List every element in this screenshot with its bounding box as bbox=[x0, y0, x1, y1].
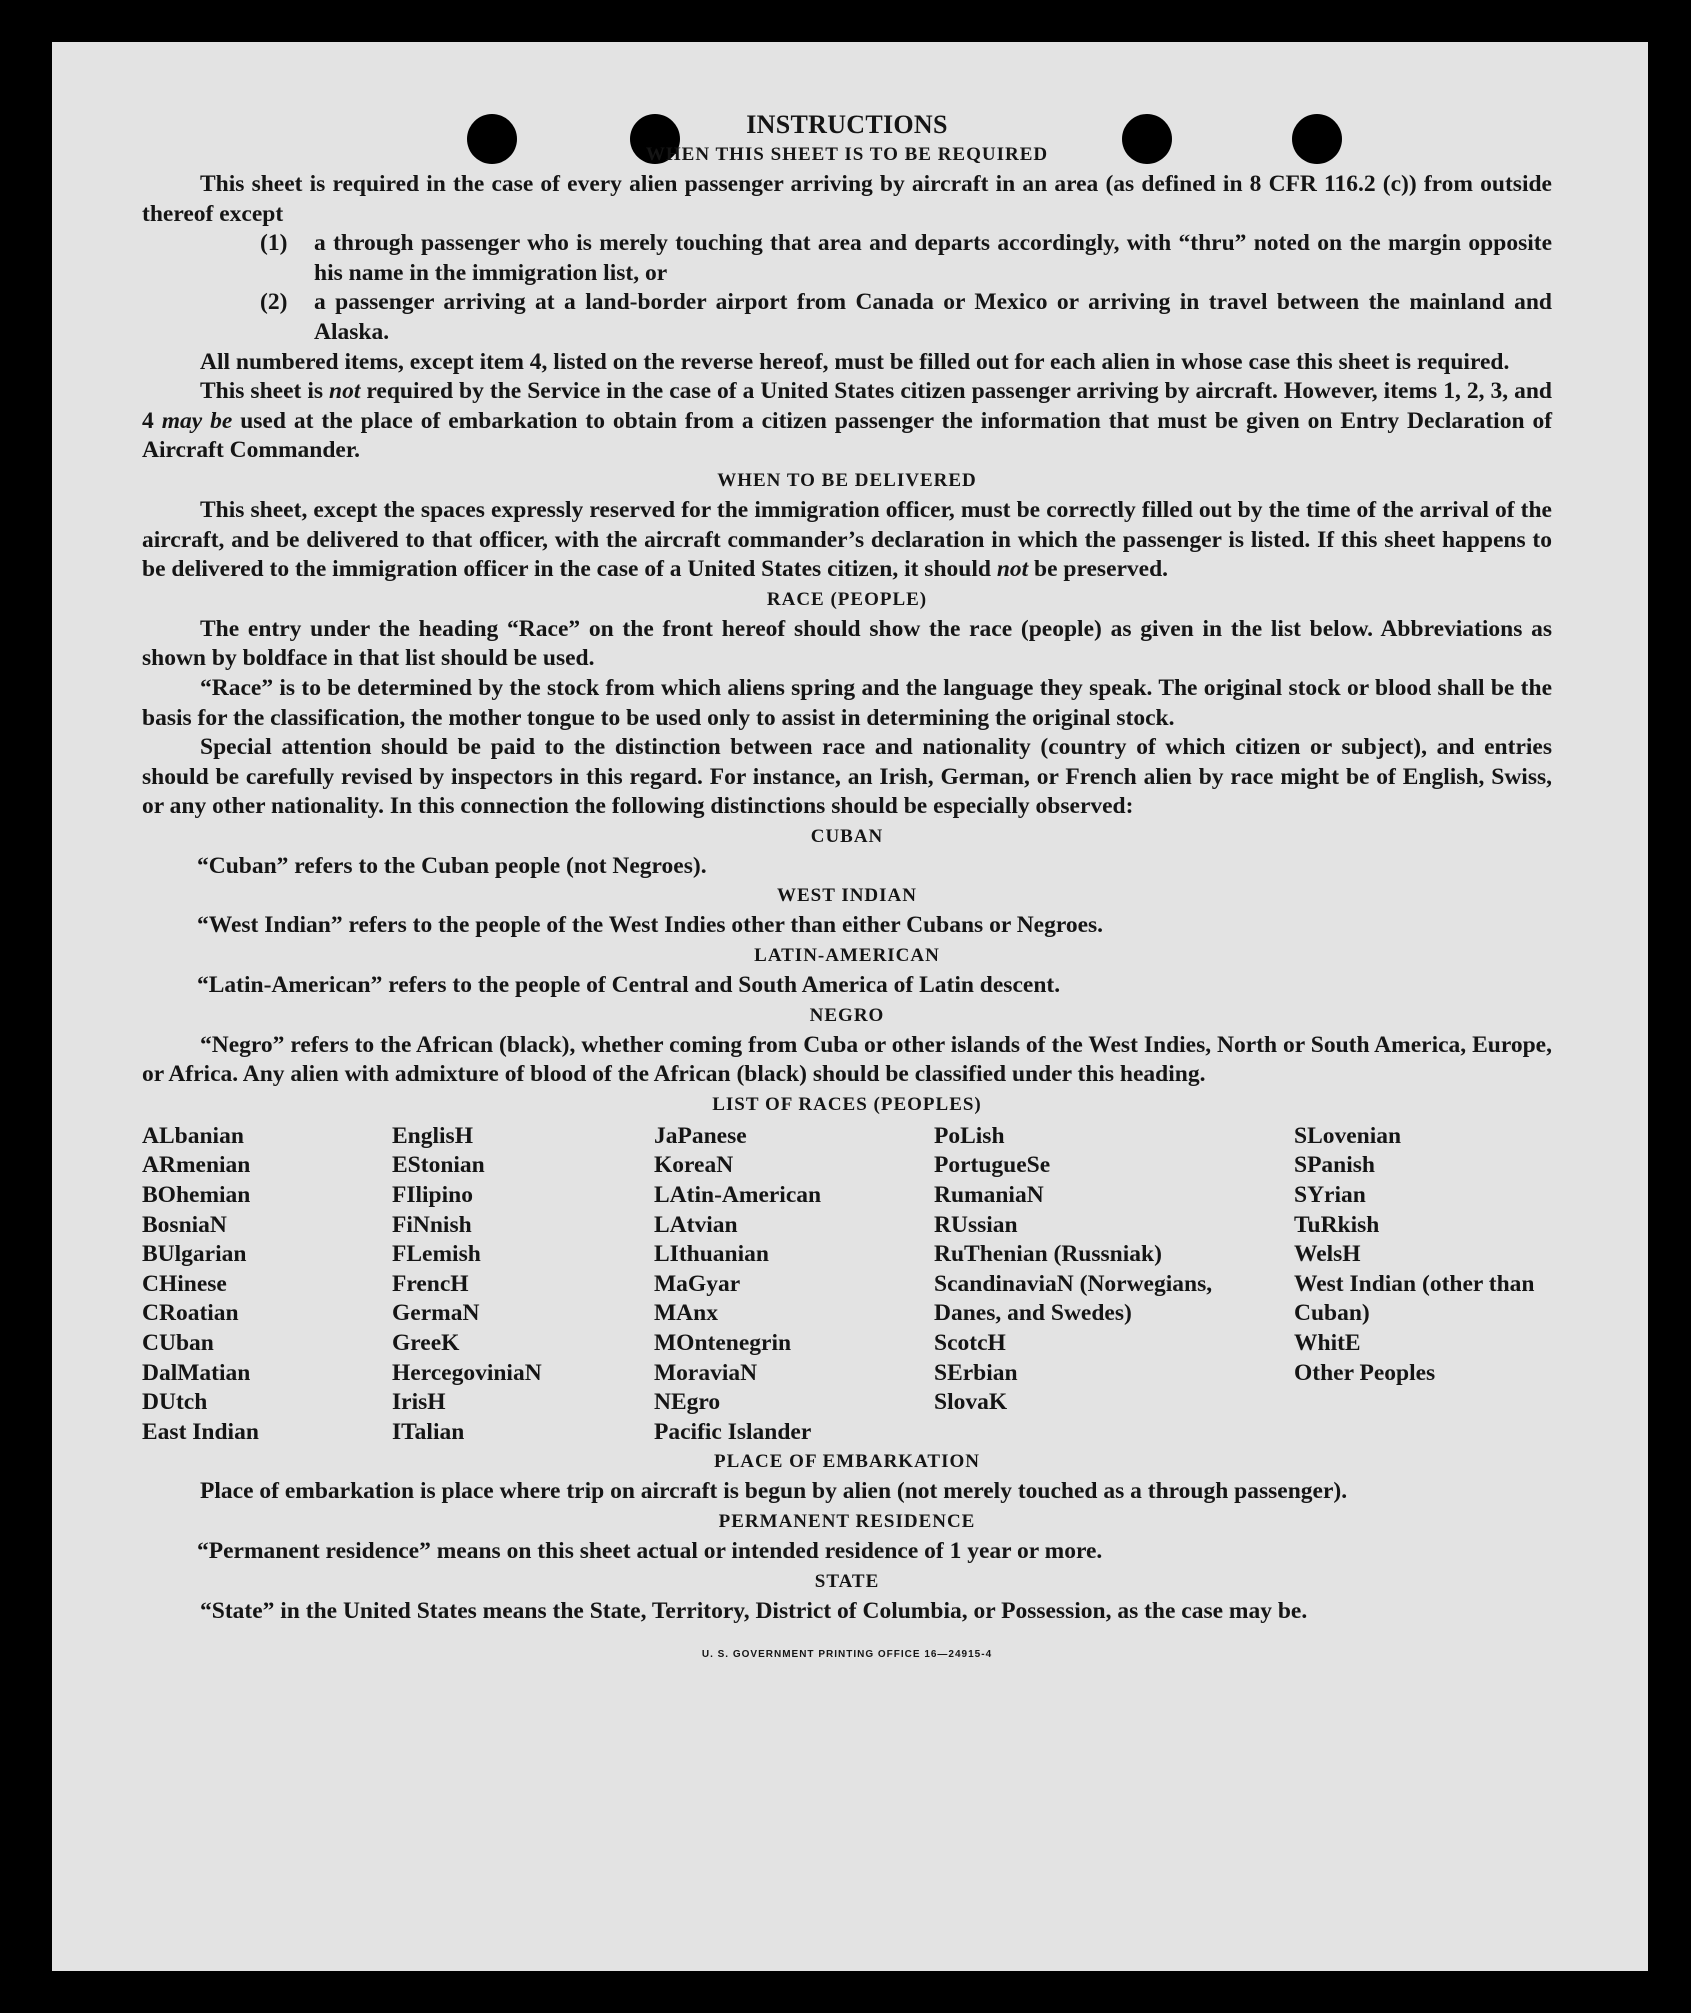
race-item: ALbanian bbox=[142, 1122, 244, 1149]
section-heading: CUBAN bbox=[810, 825, 884, 847]
section-heading: LATIN-AMERICAN bbox=[754, 945, 940, 967]
race-item: ITalian bbox=[392, 1418, 465, 1445]
race-item: GreeK bbox=[392, 1330, 460, 1356]
race-item: SYrian bbox=[1294, 1182, 1366, 1209]
race-item: SLovenian bbox=[1294, 1122, 1402, 1149]
race-item: HercegoviniaN bbox=[392, 1359, 542, 1386]
item-number: (2) bbox=[260, 289, 288, 316]
race-item: MoraviaN bbox=[654, 1359, 758, 1386]
race-item: RumaniaN bbox=[934, 1182, 1044, 1209]
race-item: ScotcH bbox=[934, 1330, 1006, 1356]
race-column bbox=[392, 1122, 654, 1448]
race-column bbox=[934, 1122, 1294, 1448]
race-item: IrisH bbox=[392, 1389, 446, 1416]
paragraph: “State” in the United States means the State, Territory, District of Columbia, or Possession, as the case may be. bbox=[200, 1597, 1308, 1624]
race-item: CUban bbox=[142, 1330, 214, 1356]
race-list bbox=[142, 1122, 1552, 1448]
race-item: Pacific Islander bbox=[654, 1418, 812, 1445]
race-item: TuRkish bbox=[1294, 1211, 1380, 1238]
paragraph: “West Indian” refers to the people of the West Indies other than either Cubans or Negroes. bbox=[197, 912, 1104, 939]
race-item: PortugueSe bbox=[934, 1152, 1051, 1179]
page-title: INSTRUCTIONS bbox=[746, 110, 948, 139]
race-item: BOhemian bbox=[142, 1182, 251, 1209]
race-column bbox=[654, 1122, 934, 1448]
race-item: EStonian bbox=[392, 1152, 485, 1179]
race-item: FIlipino bbox=[392, 1182, 473, 1209]
paragraph: “Permanent residence” means on this sheet actual or intended residence of 1 year or more. bbox=[197, 1537, 1103, 1564]
race-item: DUtch bbox=[142, 1389, 208, 1416]
section-heading: STATE bbox=[814, 1570, 880, 1592]
paragraph: “Latin-American” refers to the people of Central and South America of Latin descent. bbox=[197, 972, 1061, 999]
numbered-item bbox=[260, 288, 1552, 347]
numbered-item bbox=[260, 229, 1552, 288]
race-item: ARmenian bbox=[142, 1152, 251, 1179]
race-item: FrencH bbox=[392, 1270, 469, 1297]
race-item: WelsH bbox=[1294, 1241, 1361, 1268]
paragraph: The entry under the heading “Race” on the front hereof should show the race (people) as given in the list below. Abbreviations as shown by boldface in that list should be used. bbox=[142, 615, 1552, 672]
paragraph: “Cuban” refers to the Cuban people (not Negroes). bbox=[197, 852, 707, 879]
race-item: KoreaN bbox=[654, 1152, 734, 1179]
race-item: BosniaN bbox=[142, 1211, 227, 1238]
paragraph: This sheet, except the spaces expressly reserved for the immigration officer, must be correctly filled out by the time of the arrival of the aircraft, and be delivered to that officer, with the aircraft commander’s declaration in which the passenger is listed. If this sheet happens to be delivered to the immigration officer in the case of a United States citizen, it should not be preserved. bbox=[142, 496, 1552, 583]
section-heading: WHEN THIS SHEET IS TO BE REQUIRED bbox=[645, 144, 1049, 165]
race-item: SErbian bbox=[934, 1359, 1018, 1386]
section-heading: RACE (PEOPLE) bbox=[766, 588, 928, 610]
paragraph: “Negro” refers to the African (black), whether coming from Cuba or other islands of the West Indies, North or South America, Europe, or Africa. Any alien with admixture of blood of the African (black) should be classified under this heading. bbox=[142, 1031, 1552, 1088]
race-item: FLemish bbox=[392, 1241, 481, 1268]
paragraph: Special attention should be paid to the distinction between race and nationality (country of which citizen or subject), and entries should be carefully revised by inspectors in this regard. For instance, an Irish, German, or French alien by race might be of English, Swiss, or any other nationality. In this connection the following distinctions should be especially observed: bbox=[142, 734, 1552, 820]
race-item: Other Peoples bbox=[1294, 1359, 1436, 1386]
paragraph: Place of embarkation is place where trip on aircraft is begun by alien (not merely touched as a through passenger). bbox=[200, 1478, 1348, 1505]
race-item: SlovaK bbox=[934, 1389, 1008, 1416]
race-item: PoLish bbox=[934, 1122, 1005, 1149]
race-item: MOntenegrin bbox=[654, 1330, 792, 1356]
race-item: RUssian bbox=[934, 1211, 1018, 1238]
race-item: ScandinaviaN (Norwegians, Danes, and Swedes) bbox=[934, 1270, 1213, 1327]
section-heading: LIST OF RACES (PEOPLES) bbox=[712, 1093, 982, 1115]
race-item: MaGyar bbox=[654, 1270, 741, 1297]
race-item: MAnx bbox=[654, 1300, 718, 1327]
section-heading: PERMANENT RESIDENCE bbox=[718, 1510, 976, 1532]
item-number: (1) bbox=[260, 230, 288, 257]
paragraph: All numbered items, except item 4, listed on the reverse hereof, must be filled out for each alien in whose case this sheet is required. bbox=[200, 348, 1510, 375]
section-heading: PLACE OF EMBARKATION bbox=[714, 1451, 980, 1473]
race-column bbox=[142, 1122, 392, 1448]
section-heading: WHEN TO BE DELIVERED bbox=[717, 469, 977, 491]
paragraph: “Race” is to be determined by the stock from which aliens spring and the language they speak. The original stock or blood shall be the basis for the classification, the mother tongue to be used only to assist in determining the original stock. bbox=[142, 674, 1552, 731]
instructions-text bbox=[142, 110, 1552, 1670]
race-item: NEgro bbox=[654, 1389, 721, 1416]
race-item: East Indian bbox=[142, 1418, 259, 1445]
race-item: West Indian (other than Cuban) bbox=[1294, 1270, 1535, 1327]
item-text: a through passenger who is merely touching that area and departs accordingly, with “thru” noted on the margin opposite his name in the immigration list, or bbox=[314, 230, 1552, 286]
race-item: JaPanese bbox=[654, 1122, 747, 1149]
race-item: DalMatian bbox=[142, 1359, 251, 1386]
race-item: SPanish bbox=[1294, 1152, 1375, 1179]
race-item: GermaN bbox=[392, 1300, 480, 1327]
printer-imprint: U. S. GOVERNMENT PRINTING OFFICE 16—24915-4 bbox=[701, 1649, 993, 1661]
race-item: CHinese bbox=[142, 1270, 227, 1297]
race-item: BUlgarian bbox=[142, 1241, 247, 1268]
race-item: EnglisH bbox=[392, 1122, 473, 1149]
race-column bbox=[1294, 1122, 1544, 1448]
section-heading: WEST INDIAN bbox=[777, 885, 917, 907]
race-item: FiNnish bbox=[392, 1211, 472, 1238]
race-item: LIthuanian bbox=[654, 1241, 769, 1268]
paragraph: This sheet is not required by the Service in the case of a United States citizen passenger arriving by aircraft. However, items 1, 2, 3, and 4 may be used at the place of embarkation to obtain from a citizen passenger the information that must be given on Entry Declaration of Aircraft Commander. bbox=[142, 378, 1553, 464]
paragraph: This sheet is required in the case of every alien passenger arriving by aircraft in an area (as defined in 8 CFR 116.2 (c)) from outside thereof except bbox=[142, 171, 1552, 227]
race-item: WhitE bbox=[1294, 1330, 1361, 1356]
race-item: LAtin-American bbox=[654, 1182, 822, 1209]
item-text: a passenger arriving at a land-border airport from Canada or Mexico or arriving in travel between the mainland and Alaska. bbox=[314, 289, 1552, 345]
race-item: RuThenian (Russniak) bbox=[934, 1241, 1162, 1268]
race-item: CRoatian bbox=[142, 1300, 239, 1327]
race-item: LAtvian bbox=[654, 1211, 738, 1238]
section-heading: NEGRO bbox=[809, 1004, 885, 1026]
